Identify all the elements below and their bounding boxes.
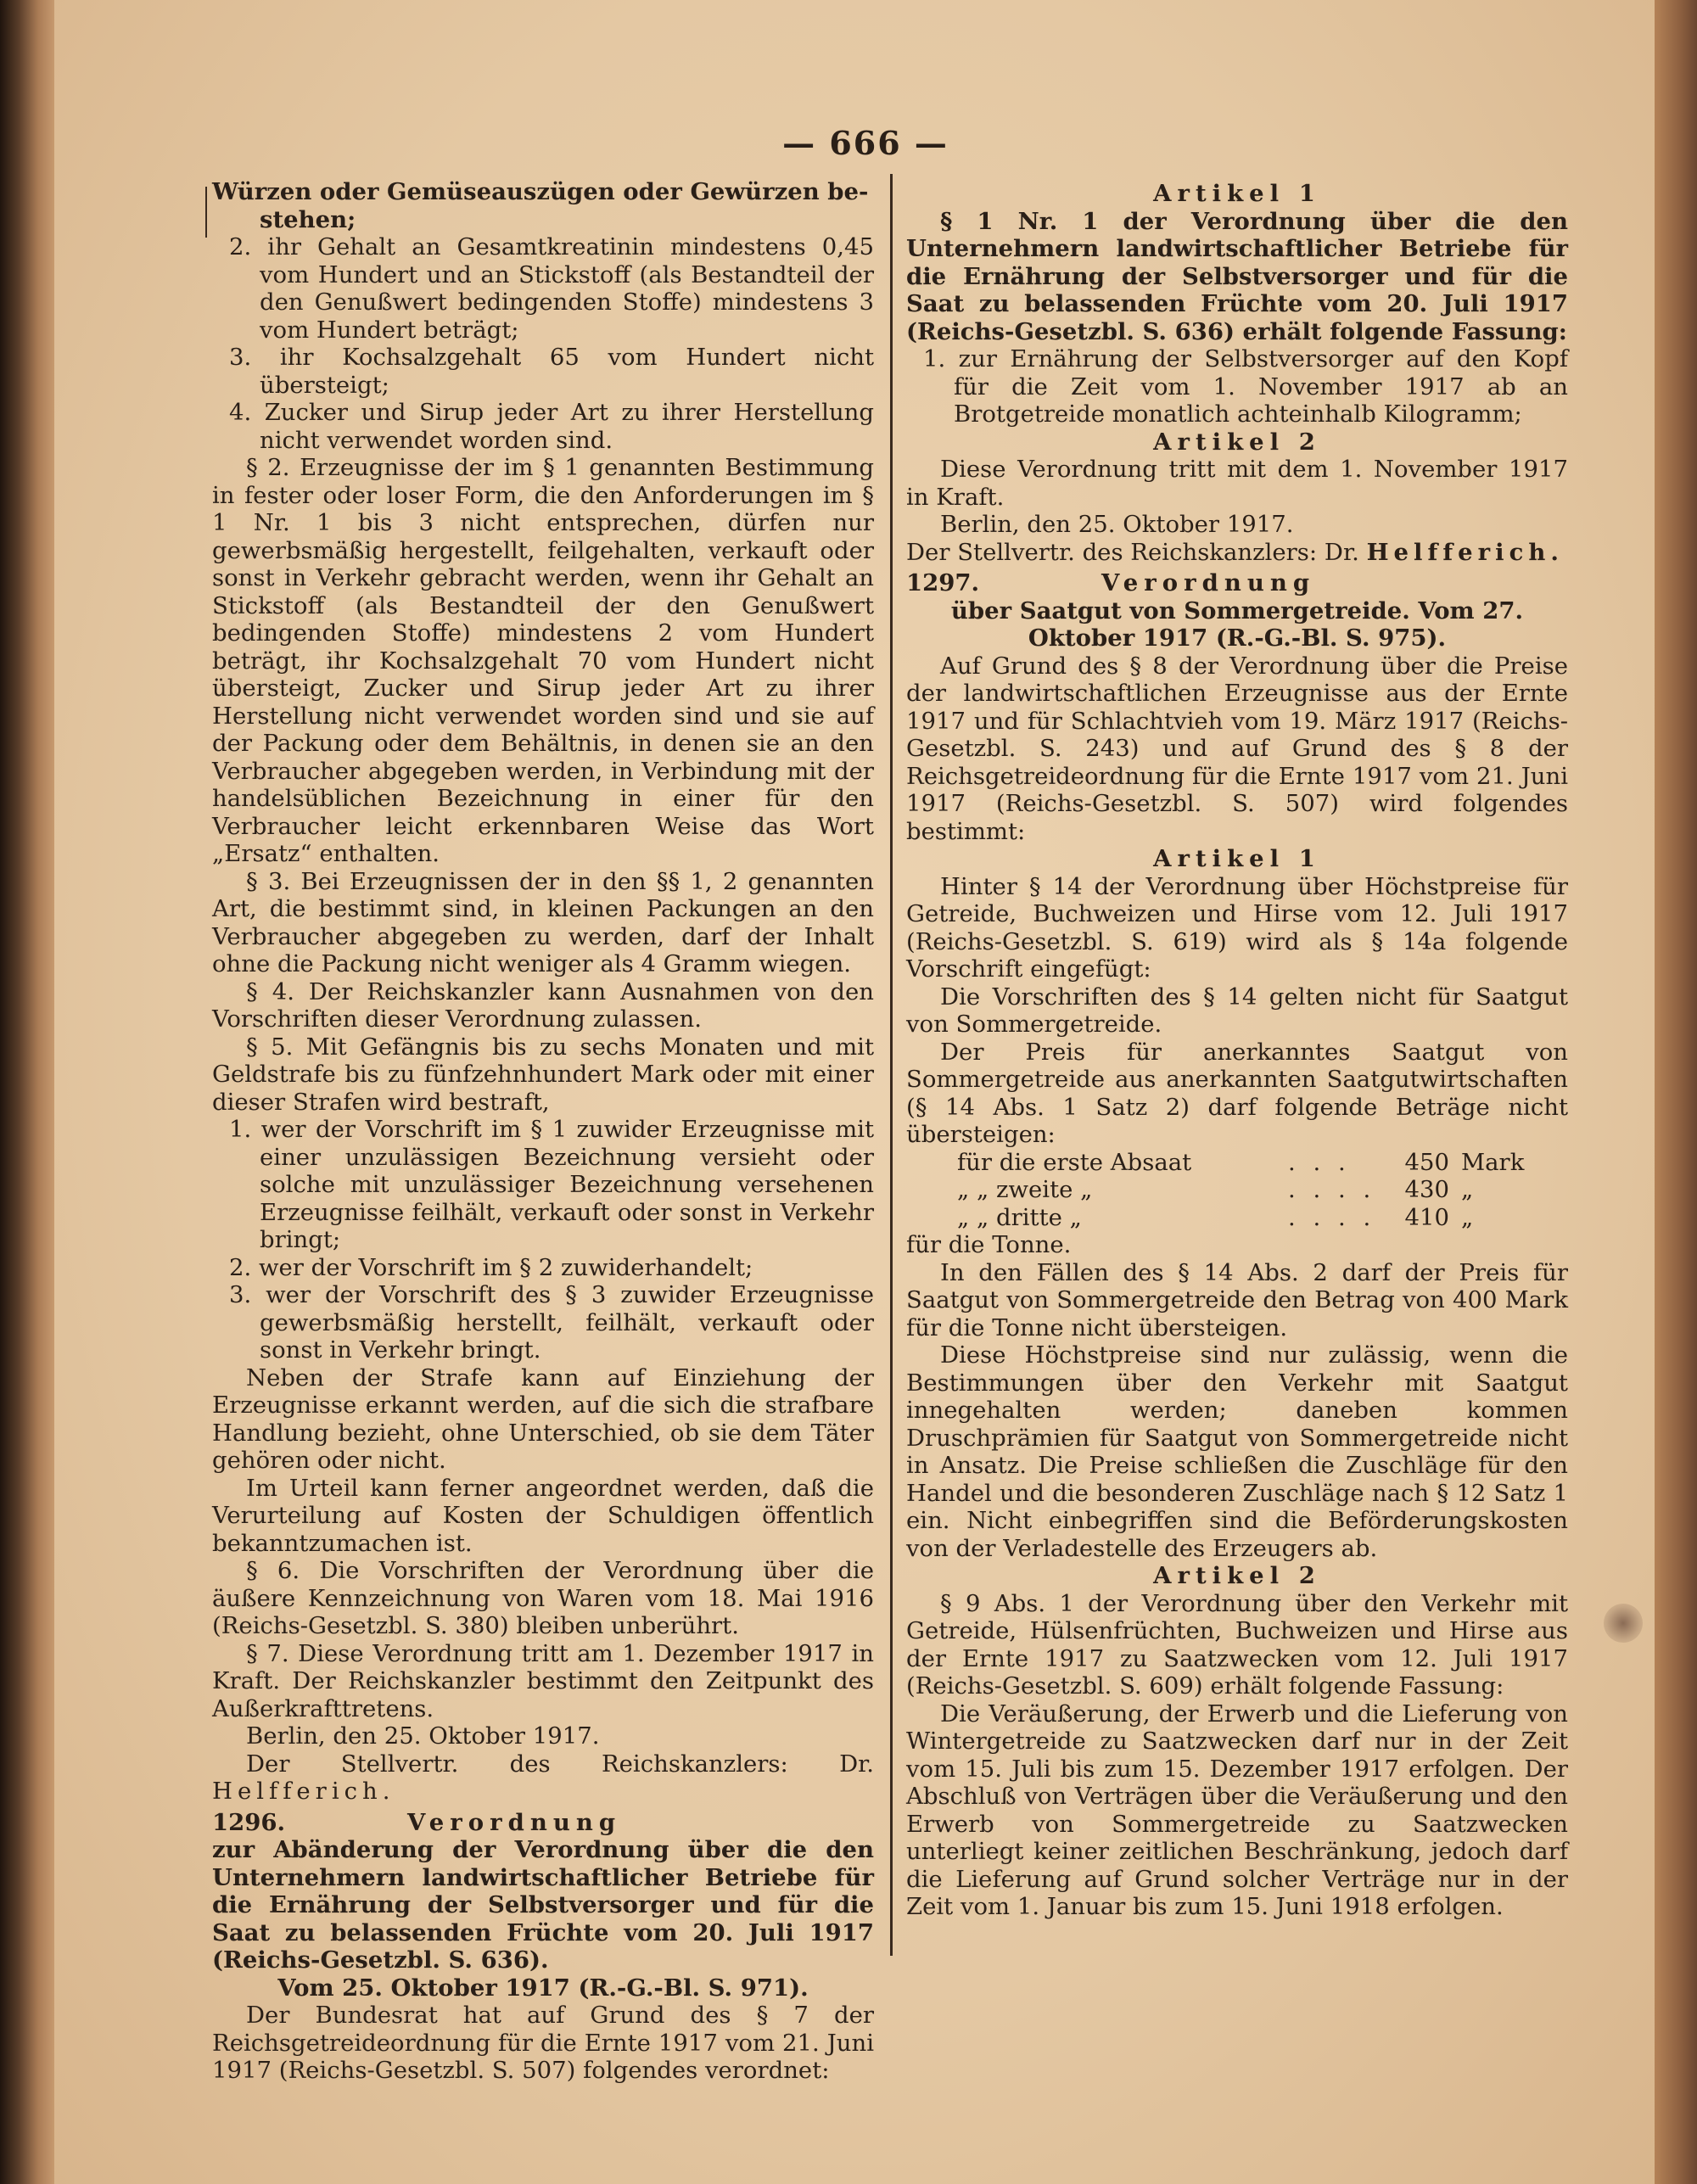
decree-title: Verordnung bbox=[407, 1808, 622, 1836]
article-1-text: § 1 Nr. 1 der Verordnung über die den Unternehmern landwirtschaftlicher Betriebe für die Ernährung der Selbstversorger und für die Saat zu belassenden Früchte vom 20. Juli 1917 (Reichs-Gesetzbl. S. 636) erhält folgende Fassung: bbox=[906, 207, 1568, 345]
section-4: § 4. Der Reichskanzler kann Ausnahmen von den Vorschriften dieser Verordnung zulassen. bbox=[212, 977, 874, 1033]
page-number: — 666 — bbox=[782, 124, 949, 162]
price-dots: . . . bbox=[1288, 1148, 1351, 1176]
section-5: § 5. Mit Gefängnis bis zu sechs Monaten und mit Geldstrafe bis zu fünfzehnhundert Mark oder mit einer dieser Strafen wird bestraft, bbox=[212, 1033, 874, 1116]
signature-name: Helfferich. bbox=[212, 1778, 395, 1805]
price-dots: . . . . bbox=[1288, 1203, 1376, 1231]
price-amount: 410 bbox=[1404, 1203, 1449, 1231]
signature-prefix: Der Stellvertr. des Reichskanzlers: Dr. bbox=[906, 538, 1359, 566]
section-5-paragraph-2: Neben der Strafe kann auf Einziehung der Erzeugnisse erkannt werden, auf die sich die strafbare Handlung bezieht, ohne Unterschied, ob sie dem Täter gehören oder nicht. bbox=[212, 1364, 874, 1474]
price-unit: Mark bbox=[1461, 1148, 1525, 1176]
list-item-3: 3. ihr Kochsalzgehalt 65 vom Hundert nicht übersteigt; bbox=[229, 344, 874, 399]
book-binding-shadow bbox=[0, 0, 54, 2184]
price-label: für die erste Absaat bbox=[957, 1148, 1192, 1176]
margin-mark bbox=[205, 187, 207, 238]
price-label: „ „ dritte „ bbox=[957, 1203, 1082, 1231]
decree-1297-heading bbox=[906, 569, 1568, 597]
article-1b-quote-2: Der Preis für anerkanntes Saatgut von Sommergetreide aus anerkannten Saatgutwirtschaften (§ 14 Abs. 1 Satz 2) darf folgende Beträge nicht übersteigen: bbox=[906, 1038, 1568, 1148]
article-1b-text: Hinter § 14 der Verordnung über Höchstpreise für Getreide, Buchweizen und Hirse vom 12. Juli 1917 (Reichs-Gesetzbl. S. 619) wird als § 14a folgende Vorschrift eingefügt: bbox=[906, 872, 1568, 983]
per-ton: für die Tonne. bbox=[906, 1231, 1072, 1258]
price-unit: „ bbox=[1461, 1176, 1474, 1203]
article-2b-text: § 9 Abs. 1 der Verordnung über den Verkehr mit Getreide, Hülsenfrüchten, Buchweizen und Hirse aus der Ernte 1917 zu Saatzwecken vom 12. Juli 1917 (Reichs-Gesetzbl. S. 609) erhält folgende Fassung: bbox=[906, 1589, 1568, 1700]
section-5-item-1: 1. wer der Vorschrift im § 1 zuwider Erzeugnisse mit einer unzulässigen Bezeichnung versieht oder solche mit unzulässiger Bezeichnung versehenen Erzeugnisse feilhält, verkauft oder sonst in Verkehr bringt; bbox=[229, 1116, 874, 1253]
section-5-paragraph-3: Im Urteil kann ferner angeordnet werden, daß die Verurteilung auf Kosten der Schuldigen öffentlich bekanntzumachen ist. bbox=[212, 1474, 874, 1557]
list-item-4: 4. Zucker und Sirup jeder Art zu ihrer Herstellung nicht verwendet worden sind. bbox=[229, 399, 874, 454]
decree-intro: Der Bundesrat hat auf Grund des § 7 der Reichsgetreideordnung für die Ernte 1917 vom 21. Juni 1917 (Reichs-Gesetzbl. S. 507) folgendes verordnet: bbox=[212, 2002, 874, 2084]
right-column bbox=[906, 180, 1568, 1921]
decree-intro: Auf Grund des § 8 der Verordnung über die Preise der landwirtschaftlichen Erzeugnisse aus der Ernte 1917 und für Schlachtvieh vom 19. März 1917 (Reichs-Gesetzbl. S. 243) und auf Grund des § 8 der Reichsgetreideordnung für die Ernte 1917 vom 21. Juni 1917 (Reichs-Gesetzbl. S. 507) wird folgendes bestimmt: bbox=[906, 652, 1568, 845]
date-line-right: Berlin, den 25. Oktober 1917. bbox=[940, 511, 1294, 538]
section-7: § 7. Diese Verordnung tritt am 1. Dezember 1917 in Kraft. Der Reichskanzler bestimmt den Zeitpunkt des Außerkrafttretens. bbox=[212, 1639, 874, 1722]
decree-number: 1297. bbox=[906, 569, 980, 596]
decree-date: Vom 25. Oktober 1917 (R.-G.-Bl. S. 971). bbox=[277, 1974, 809, 2002]
continued-line-2: stehen; bbox=[260, 205, 356, 233]
section-2: § 2. Erzeugnisse der im § 1 genannten Bestimmung in fester oder loser Form, die den Anforderungen im § 1 Nr. 1 bis 3 nicht entsprechen, dürfen nur gewerbsmäßig hergestellt, feilgehalten, verkauft oder sonst in Verkehr gebracht werden, wenn ihr Gehalt an Stickstoff (als Bestandteil der den Genußwert bedingenden Stoffe) mindestens 2 vom Hundert beträgt, ihr Kochsalzgehalt 70 vom Hundert nicht übersteigt, Zucker und Sirup jeder Art zu ihrer Herstellung nicht verwendet worden sind und sie auf der Packung oder dem Behältnis, in denen sie an den Verbraucher abgegeben werden, in Verbindung mit der handelsüblichen Bezeichnung in einer für den Verbraucher leicht erkennbaren Weise das Wort „Ersatz“ enthalten. bbox=[212, 454, 874, 867]
signature-line bbox=[212, 1750, 874, 1806]
article-2b-quote-1: Die Veräußerung, der Erwerb und die Lieferung von Wintergetreide zu Saatzwecken darf nur in der Zeit vom 15. Juli bis zum 15. Dezember 1917 erfolgen. Der Abschluß von Verträgen über die Veräußerung und den Erwerb von Sommergetreide zu Saatzwecken unterliegt keiner zeitlichen Beschränkung, jedoch darf die Lieferung auf Grund solcher Verträge nur in der Zeit vom 1. Januar bis zum 15. Juni 1918 erfolgen. bbox=[906, 1700, 1568, 1920]
signature-prefix: Der Stellvertr. des Reichskanzlers: Dr. bbox=[246, 1750, 874, 1778]
section-6: § 6. Die Vorschriften der Verordnung über die äußere Kennzeichnung von Waren vom 18. Mai 1916 (Reichs-Gesetzbl. S. 380) bleiben unberührt. bbox=[212, 1557, 874, 1639]
section-3: § 3. Bei Erzeugnissen der in den §§ 1, 2 genannten Art, die bestimmt sind, in kleinen Packungen an den Verbraucher abgegeben zu werden, darf der Inhalt ohne die Packung nicht weniger als 4 Gramm wiegen. bbox=[212, 867, 874, 977]
signature-line-right bbox=[906, 539, 1568, 567]
signature-name: Helfferich. bbox=[1366, 538, 1564, 566]
article-1-item: 1. zur Ernährung der Selbstversorger auf den Kopf für die Zeit vom 1. November 1917 ab an Brotgetreide monatlich achteinhalb Kilogramm; bbox=[923, 345, 1568, 428]
article-2b-heading: Artikel 2 bbox=[1153, 1562, 1321, 1589]
article-2-heading: Artikel 2 bbox=[1153, 428, 1321, 456]
price-label: „ „ zweite „ bbox=[957, 1176, 1093, 1203]
article-1-heading: Artikel 1 bbox=[1153, 180, 1321, 207]
article-2-text: Diese Verordnung tritt mit dem 1. November 1917 in Kraft. bbox=[906, 456, 1568, 511]
price-row-2 bbox=[906, 1176, 1568, 1204]
decree-subtitle: zur Abänderung der Verordnung über die den Unternehmern landwirtschaftlicher Betriebe für die Ernährung der Selbstversorger und für die Saat zu belassenden Früchte vom 20. Juli 1917 (Reichs-Gesetzbl. S. 636). bbox=[212, 1836, 874, 1974]
list-item-2: 2. ihr Gehalt an Gesamtkreatinin mindestens 0,45 vom Hundert und an Stickstoff (als Bestandteil der den Genußwert bedingenden Stoffe) mindestens 3 vom Hundert beträgt; bbox=[229, 233, 874, 344]
decree-1296-heading bbox=[212, 1809, 874, 1837]
decree-number: 1296. bbox=[212, 1808, 286, 1836]
price-unit: „ bbox=[1461, 1203, 1474, 1231]
price-amount: 450 bbox=[1404, 1148, 1449, 1176]
price-row-1 bbox=[906, 1149, 1568, 1177]
continued-line-1: Würzen oder Gemüseauszügen oder Gewürzen be- bbox=[212, 178, 869, 205]
continued-text bbox=[212, 178, 874, 233]
price-row-3 bbox=[906, 1204, 1568, 1232]
section-5-item-3: 3. wer der Vorschrift des § 3 zuwider Erzeugnisse gewerbsmäßig herstellt, feilhält, verkauft oder sonst in Verkehr bringt. bbox=[229, 1281, 874, 1364]
page-edge bbox=[1655, 0, 1697, 2184]
section-5-item-2: 2. wer der Vorschrift im § 2 zuwiderhandelt; bbox=[229, 1253, 753, 1281]
column-divider bbox=[890, 174, 893, 1956]
article-1b-heading: Artikel 1 bbox=[1153, 845, 1321, 872]
article-1b-quote-4: Diese Höchstpreise sind nur zulässig, wenn die Bestimmungen über den Verkehr mit Saatgut innegehalten werden; daneben kommen Druschprämien für Saatgut von Sommergetreide nicht in Ansatz. Die Preise schließen die Zuschläge für den Handel und die besonderen Zuschläge nach § 12 Satz 1 ein. Nicht einbegriffen sind die Beförderungskosten von der Verladestelle des Erzeugers ab. bbox=[906, 1341, 1568, 1562]
price-amount: 430 bbox=[1404, 1176, 1449, 1203]
price-dots: . . . . bbox=[1288, 1176, 1376, 1203]
left-column bbox=[212, 178, 874, 2085]
article-1b-quote-1: Die Vorschriften des § 14 gelten nicht für Saatgut von Sommergetreide. bbox=[906, 983, 1568, 1038]
decree-title: Verordnung bbox=[1101, 569, 1316, 596]
decree-subtitle: über Saatgut von Sommergetreide. Vom 27. Oktober 1917 (R.-G.-Bl. S. 975). bbox=[950, 596, 1524, 652]
article-1b-quote-3: In den Fällen des § 14 Abs. 2 darf der Preis für Saatgut von Sommergetreide den Betrag von 400 Mark für die Tonne nicht übersteigen. bbox=[906, 1258, 1568, 1341]
paper-stain bbox=[1604, 1604, 1643, 1643]
date-line: Berlin, den 25. Oktober 1917. bbox=[246, 1722, 600, 1750]
